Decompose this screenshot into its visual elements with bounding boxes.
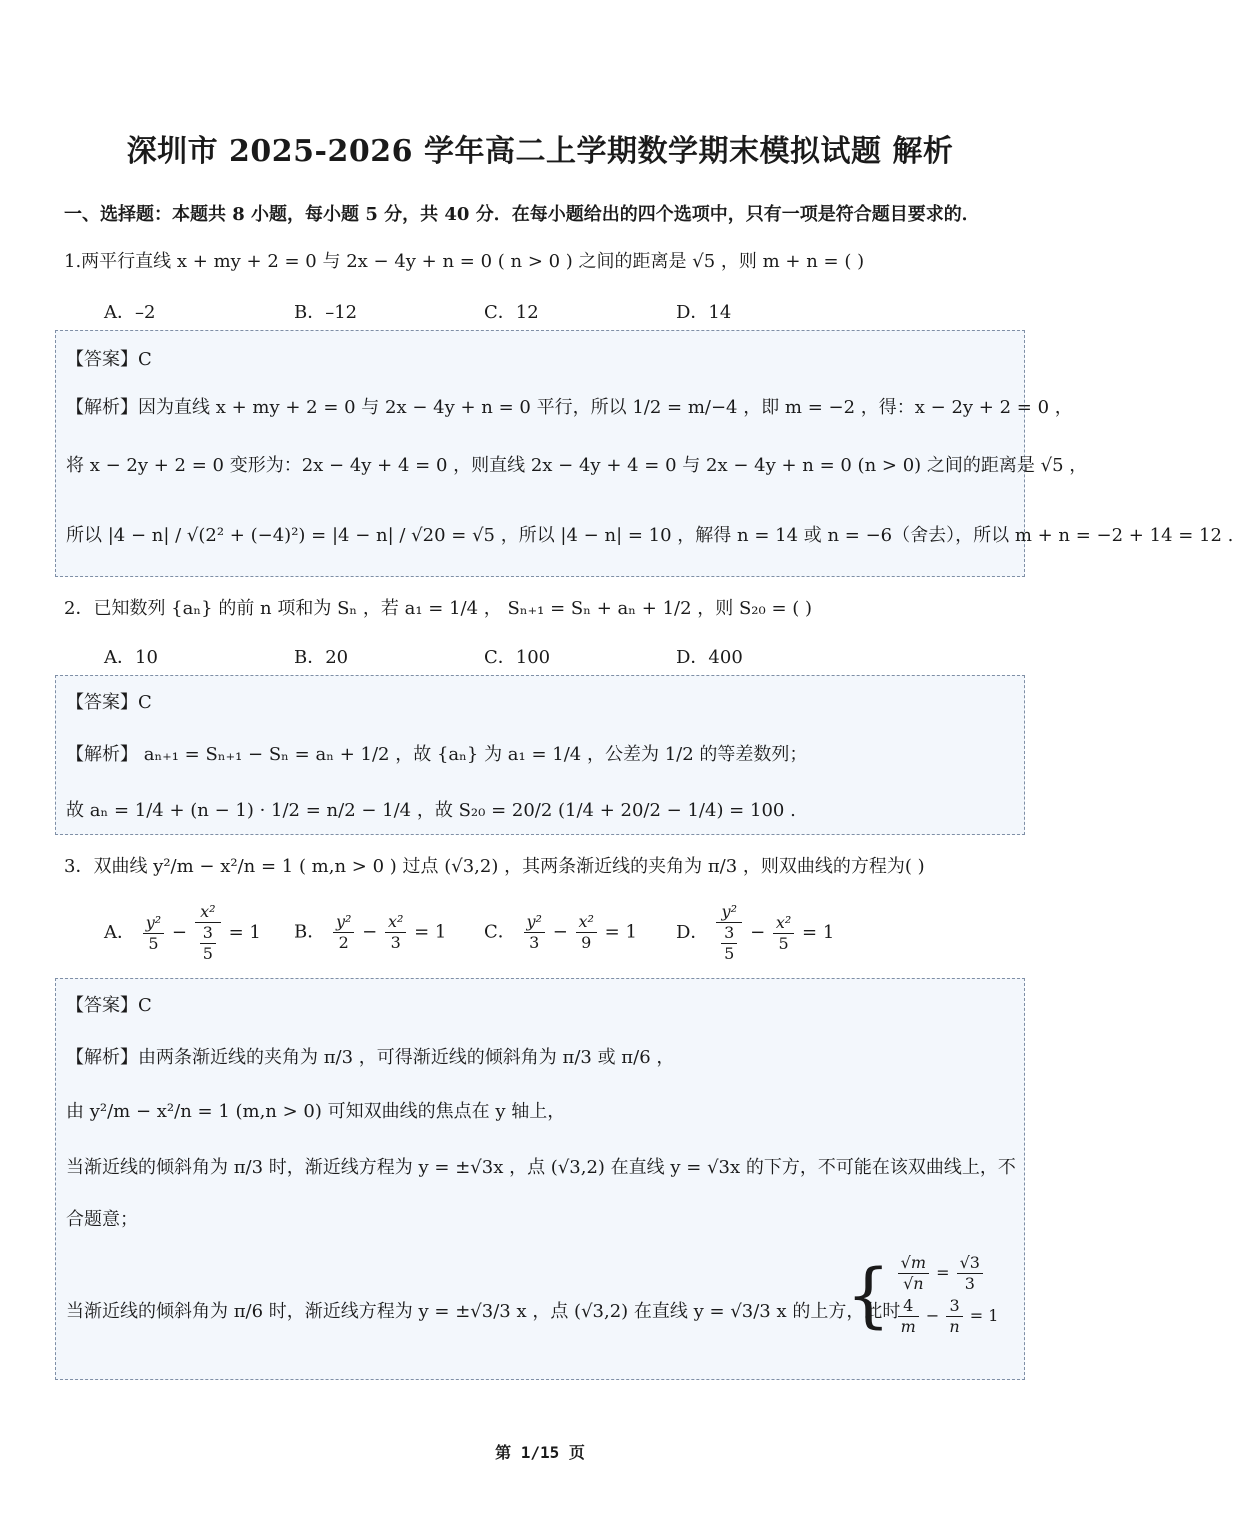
q3-solution-box bbox=[55, 978, 1025, 1380]
q2-analysis-line-1: 【解析】 aₙ₊₁ = Sₙ₊₁ − Sₙ = aₙ + 1/2 ，故 {aₙ} 为 a₁ = 1/4 ，公差为 1/2 的等差数列； bbox=[66, 744, 808, 765]
q3-analysis-line-2: 由 y²/m − x²/n = 1 (m,n > 0) 可知双曲线的焦点在 y 轴上， bbox=[66, 1101, 566, 1122]
q3-option-d-label: D． bbox=[676, 922, 709, 943]
q1-option-b: B．–12 bbox=[294, 302, 358, 323]
question-3-stem: 3．双曲线 y²/m − x²/n = 1 ( m,n > 0 ) 过点 (√3,2) ，其两条渐近线的夹角为 π/3 ，则双曲线的方程为( ) bbox=[64, 856, 925, 877]
q2-solution-box bbox=[55, 675, 1025, 835]
q3-option-d: D． $\frac{\text{y²}}{\frac{3}{5}}$ − $\frac{\text{x²}}{5}$ = 1 bbox=[676, 902, 835, 963]
q3-option-a-label: A． bbox=[104, 922, 135, 943]
q2-option-b: B．20 bbox=[294, 647, 349, 668]
q2-analysis-line-2: 故 aₙ = 1/4 + (n − 1) · 1/2 = n/2 − 1/4 ，故 S₂₀ = 20/2 (1/4 + 20/2 − 1/4) = 100 . bbox=[66, 800, 796, 821]
question-1-stem: 1.两平行直线 x + my + 2 = 0 与 2x − 4y + n = 0 ( n > 0 ) 之间的距离是 √5 ，则 m + n = ( ) bbox=[64, 251, 865, 272]
q1-option-d: D．14 bbox=[676, 302, 732, 323]
q3-analysis-line-3: 当渐近线的倾斜角为 π/3 时，渐近线方程为 y = ±√3x ，点 (√3,2) 在直线 y = √3x 的下方，不可能在该双曲线上，不 bbox=[66, 1157, 1016, 1178]
q3-analysis-line-1: 【解析】由两条渐近线的夹角为 π/3 ，可得渐近线的倾斜角为 π/3 或 π/6 ， bbox=[66, 1047, 675, 1068]
q2-option-a: A．10 bbox=[104, 647, 158, 668]
q1-option-a: A．–2 bbox=[104, 302, 156, 323]
q3-answer: 【答案】C bbox=[66, 995, 152, 1016]
q3-option-a: A． $\frac{\text{y²}}{5}$ − $\frac{\text{x²}}{\frac{3}{5}}$ = 1 bbox=[104, 902, 261, 963]
q2-option-c: C．100 bbox=[484, 647, 551, 668]
q2-option-d: D．400 bbox=[676, 647, 743, 668]
q1-solution-box bbox=[55, 330, 1233, 577]
q1-analysis-line-2: 将 x − 2y + 2 = 0 变形为：2x − 4y + 4 = 0 ，则直线 2x − 4y + 4 = 0 与 2x − 4y + n = 0 (n > 0) 之间的距离是 √5 ， bbox=[66, 455, 1088, 476]
q2-answer: 【答案】C bbox=[66, 692, 152, 713]
q1-analysis-line-3: 所以 |4 − n| / √(2² + (−4)²) = |4 − n| / √20 = √5 ，所以 |4 − n| = 10 ，解得 n = 14 或 n = −6（舍去），所以 m + n = −2 + 14 = 12 . bbox=[66, 525, 1233, 546]
question-2-stem: 2．已知数列 {aₙ} 的前 n 项和为 Sₙ ，若 a₁ = 1/4 ， Sₙ₊₁ = Sₙ + aₙ + 1/2 ，则 S₂₀ = ( ) bbox=[64, 598, 813, 619]
q3-equation-system: { $\frac{√m}{√n}$ = $\frac{√3}{3}$ $\frac{4}{m}$ − $\frac{3}{n}$ = 1 bbox=[846, 1253, 999, 1336]
q3-option-c-label: C． bbox=[484, 921, 516, 943]
q1-answer: 【答案】C bbox=[66, 349, 152, 370]
q3-analysis-line-4: 合题意； bbox=[66, 1209, 138, 1230]
q3-option-b-label: B． bbox=[294, 921, 326, 943]
q3-analysis-line-5: 当渐近线的倾斜角为 π/6 时，渐近线方程为 y = ±√3/3 x ，点 (√3,2) 在直线 y = √3/3 x 的上方，此时 bbox=[66, 1301, 901, 1322]
q1-option-c: C．12 bbox=[484, 302, 539, 323]
section-heading: 一、选择题：本题共 8 小题，每小题 5 分，共 40 分．在每小题给出的四个选项中，只有一项是符合题目要求的． bbox=[64, 204, 980, 225]
q3-option-c: C． $\frac{\text{y²}}{3}$ − $\frac{\text{x²}}{9}$ = 1 bbox=[484, 912, 637, 952]
q3-option-b: B． $\frac{\text{y²}}{2}$ − $\frac{\text{x²}}{3}$ = 1 bbox=[294, 912, 447, 952]
page-title: 深圳市 2025-2026 学年高二上学期数学期末模拟试题 解析 bbox=[126, 134, 954, 169]
q1-analysis-line-1: 【解析】因为直线 x + my + 2 = 0 与 2x − 4y + n = 0 平行，所以 1/2 = m/−4 ，即 m = −2 ，得：x − 2y + 2 = 0 ， bbox=[66, 397, 1073, 418]
page-number: 第 1/15 页 bbox=[495, 1443, 585, 1462]
